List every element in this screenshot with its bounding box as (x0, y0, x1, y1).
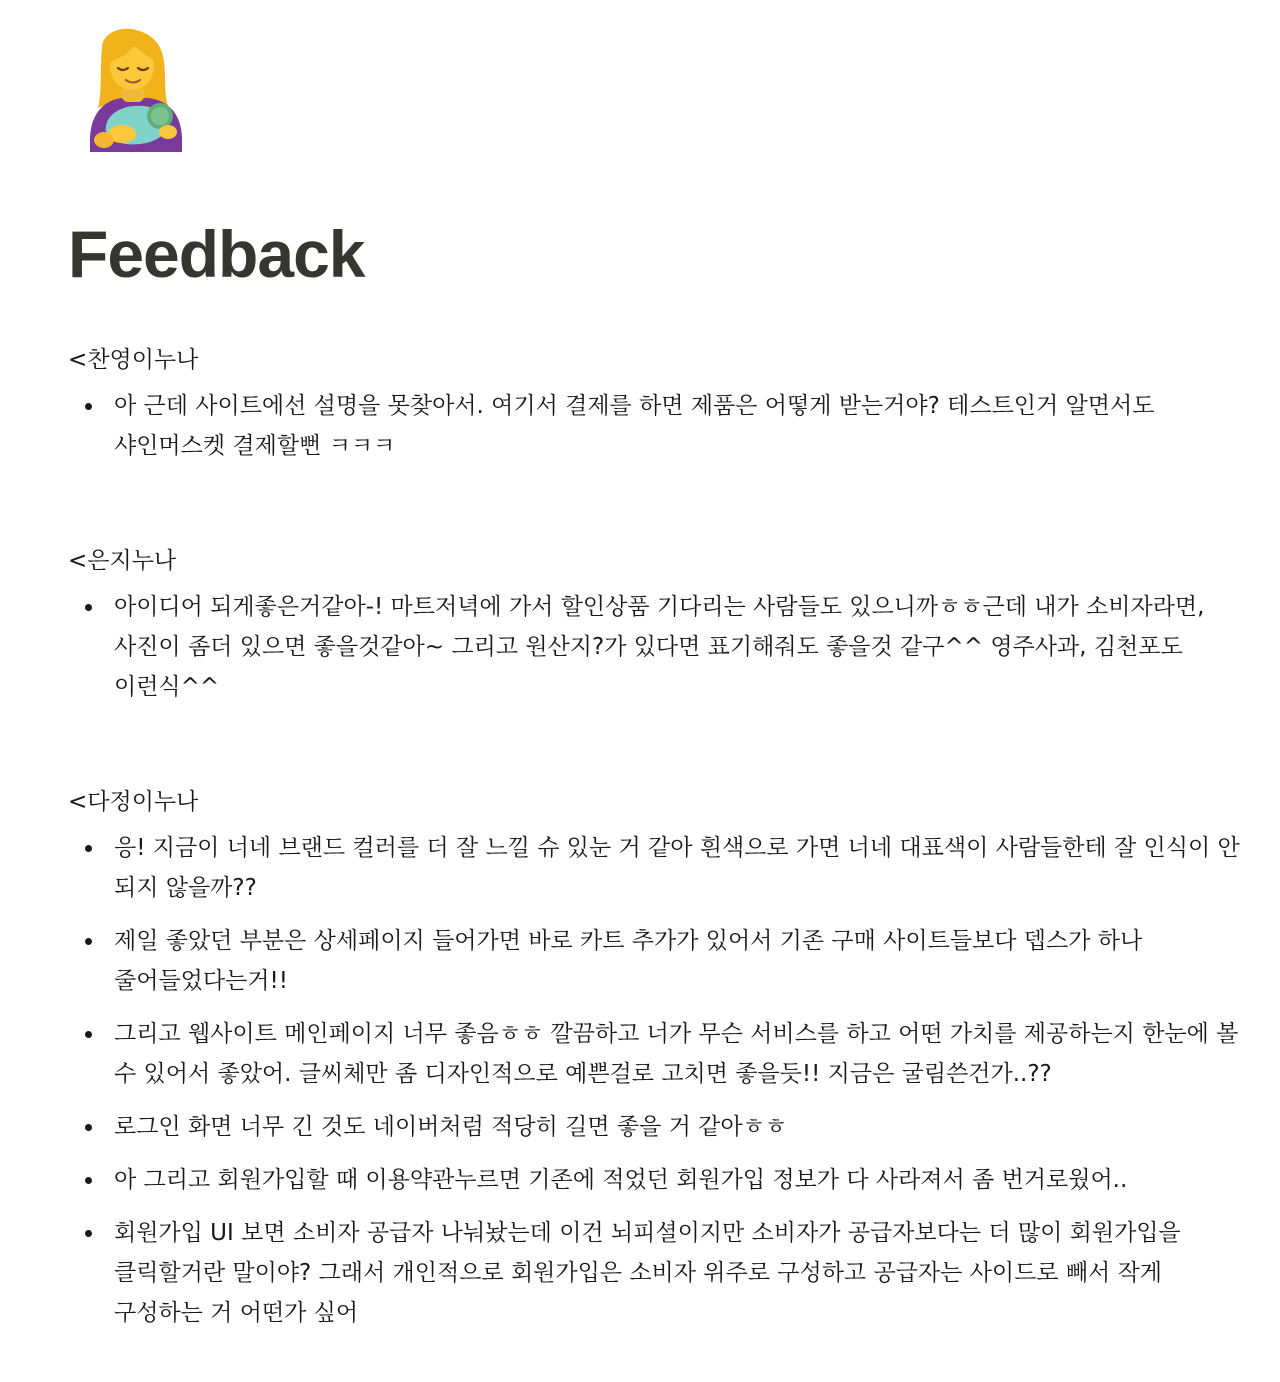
list-item-text: 그리고 웹사이트 메인페이지 너무 좋음ㅎㅎ 깔끔하고 너가 무슨 서비스를 하고 어떤 가치를 제공하는지 한눈에 볼 수 있어서 좋았어. 글씨체만 좀 디자인적으로 예쁜걸로 고치면 좋을듯!! 지금은 굴림쓴건가..?? (114, 1021, 1239, 1087)
bullet-dot-icon (85, 403, 92, 410)
bullet-dot-icon (85, 1124, 92, 1131)
list-item[interactable] (68, 1160, 1243, 1200)
list-item-text: 아이디어 되게좋은거같아-! 마트저녁에 가서 할인상품 기다리는 사람들도 있으니까ㅎㅎ근데 내가 소비자라면, 사진이 좀더 있으면 좋을것같아~ 그리고 원산지?가 있다면 표기해줘도 좋을것 같구^^ 영주사과, 김천포도 이런식^^ (114, 594, 1205, 700)
list-item[interactable] (68, 828, 1243, 908)
page-title: Feedback (68, 217, 365, 291)
list-item[interactable] (68, 1107, 1243, 1147)
bullet-dot-icon (85, 938, 92, 945)
bullet-dot-icon (85, 845, 92, 852)
list-item-text: 제일 좋았던 부분은 상세페이지 들어가면 바로 카트 추가가 있어서 기존 구매 사이트들보다 뎁스가 하나 줄어들었다는거!! (114, 928, 1143, 994)
list-item-text: 응! 지금이 너네 브랜드 컬러를 더 잘 느낄 슈 있눈 거 같아 흰색으로 가면 너네 대표색이 사람들한테 잘 인식이 안 되지 않을까?? (114, 835, 1240, 901)
list-item[interactable] (68, 587, 1243, 707)
bullet-list-dajeong (68, 828, 1243, 1333)
list-item[interactable] (68, 921, 1243, 1001)
spacer (68, 720, 1243, 778)
spacer (68, 479, 1243, 537)
bullet-dot-icon (85, 1031, 92, 1038)
list-item-text: 아 근데 사이트에선 설명을 못찾아서. 여기서 결제를 하면 제품은 어떻게 받는거야? 테스트인거 알면서도 샤인머스켓 결제할뻔 ㅋㅋㅋ (114, 393, 1155, 459)
list-item[interactable] (68, 1014, 1243, 1094)
woman-breastfeeding-emoji-icon[interactable] (82, 28, 188, 152)
section-label-chanyoung: <찬영이누나 (68, 347, 199, 373)
list-item-text: 아 그리고 회원가입할 때 이용약관누르면 기존에 적었던 회원가입 정보가 다 사라져서 좀 번거로웠어.. (114, 1167, 1128, 1193)
list-item[interactable] (68, 386, 1243, 466)
bullet-dot-icon (85, 1177, 92, 1184)
page-content (68, 336, 1243, 1346)
bullet-dot-icon (85, 604, 92, 611)
list-item-text: 회원가입 UI 보면 소비자 공급자 나눠놨는데 이건 뇌피셜이지만 소비자가 공급자보다는 더 많이 회원가입을 클릭할거란 말이야? 그래서 개인적으로 회원가입은 소비자 위주로 구성하고 공급자는 사이드로 빼서 작게 구성하는 거 어떤가 싶어 (114, 1220, 1181, 1326)
bullet-list-chanyoung (68, 386, 1243, 466)
bullet-list-eunji (68, 587, 1243, 707)
section-label-dajeong: <다정이누나 (68, 789, 199, 815)
section-label-eunji: <은지누나 (68, 548, 177, 574)
list-item[interactable] (68, 1213, 1243, 1333)
list-item-text: 로그인 화면 너무 긴 것도 네이버처럼 적당히 길면 좋을 거 같아ㅎㅎ (114, 1114, 787, 1140)
bullet-dot-icon (85, 1230, 92, 1237)
